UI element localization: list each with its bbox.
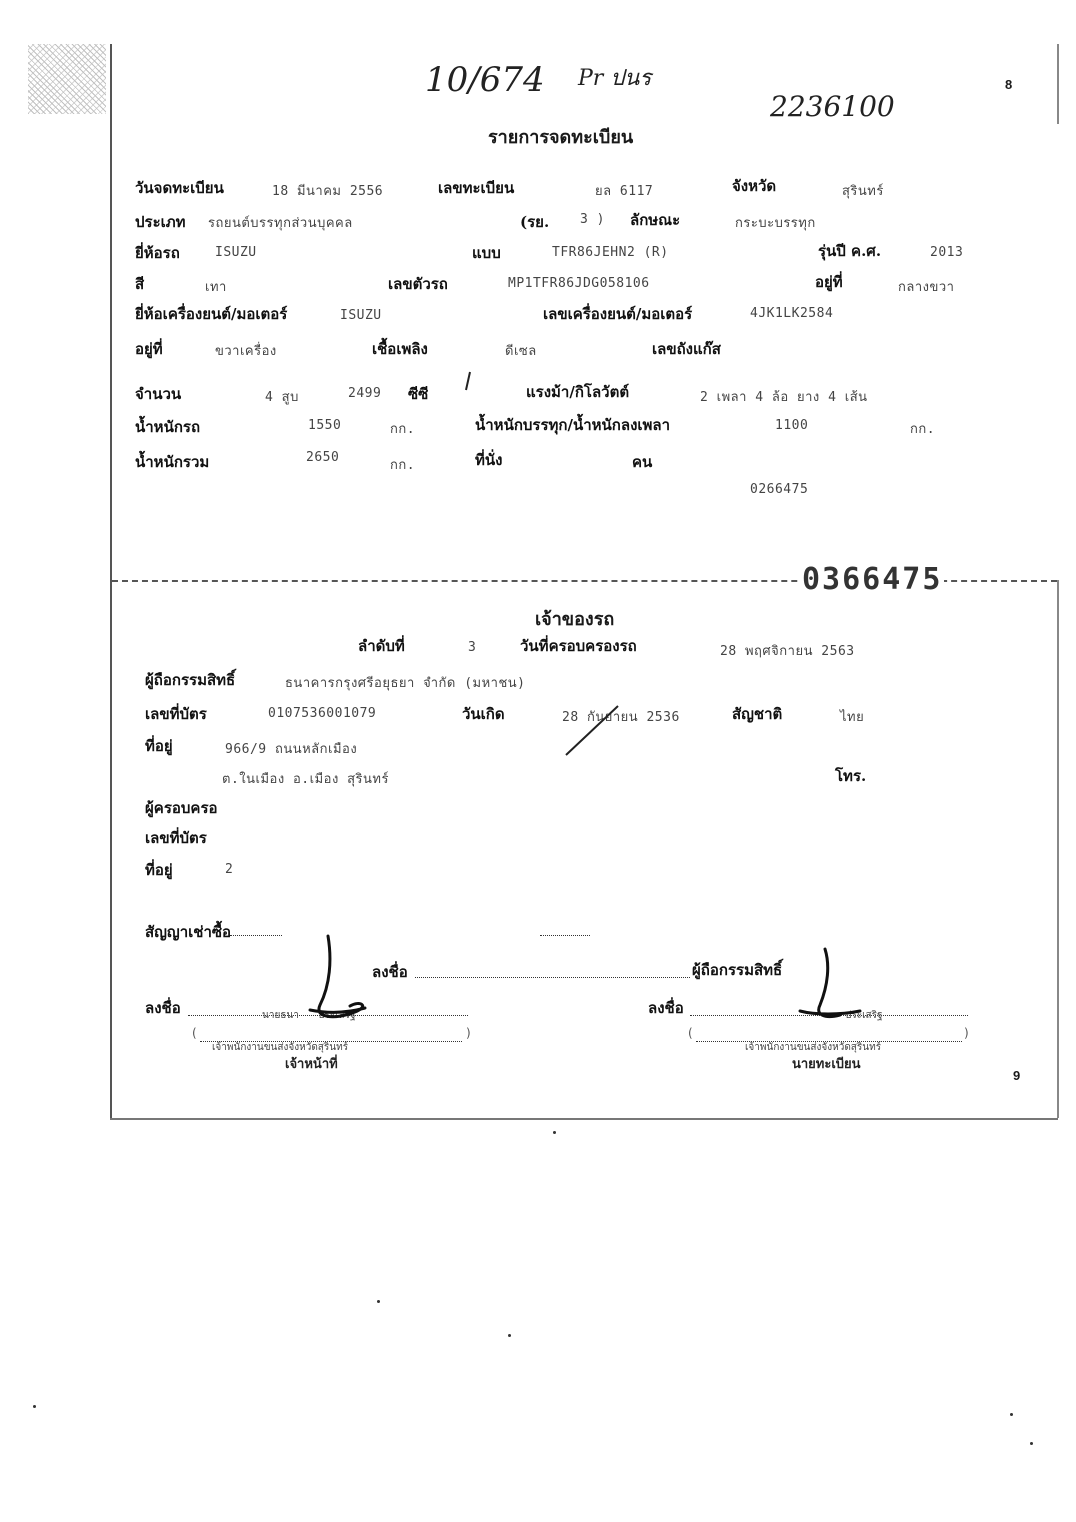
vin-label: เลขตัวรถ (388, 275, 448, 293)
right-paren-close: ) (964, 1026, 969, 1040)
page-number-top: 8 (1005, 77, 1013, 92)
engine-brand-value: ISUZU (340, 308, 382, 323)
frame-right-border-top (1057, 44, 1059, 124)
model-value: TFR86JEHN2 (R) (552, 245, 669, 260)
scan-dot (508, 1334, 511, 1337)
card-label: เลขที่บัตร (145, 705, 207, 723)
type-label: ประเภท (135, 213, 186, 231)
right-paren-open: ( (688, 1026, 693, 1040)
load-weight-label: น้ำหนักบรรทุก/น้ำหนักลงเพลา (475, 416, 671, 434)
handwritten-slash (560, 700, 630, 760)
gross-weight-label: น้ำหนักรวม (135, 453, 210, 471)
order-value: 3 (468, 640, 477, 655)
vin-location-label: อยู่ที่ (815, 273, 843, 291)
engine-no-value: 4JK1LK2584 (750, 306, 834, 321)
cc-label: ซีซี (408, 385, 429, 403)
serial-small: 0266475 (750, 482, 809, 497)
lease-dots (230, 934, 282, 936)
engine-no-label: เลขเครื่องยนต์/มอเตอร์ (543, 305, 693, 323)
possessor-label: ผู้ครอบครอ (145, 799, 218, 817)
left-signature-scribble (280, 930, 400, 1030)
nationality-label: สัญชาติ (732, 705, 783, 723)
style-label: ลักษณะ (630, 211, 681, 229)
left-paren-close: ) (466, 1026, 471, 1040)
engine-location-value: ขวาเครื่อง (215, 344, 277, 359)
order-label: ลำดับที่ (358, 637, 405, 655)
possession-date-value: 28 พฤศจิกายน 2563 (720, 644, 855, 659)
cc-value: 2499 (348, 386, 382, 401)
scan-dot (33, 1405, 36, 1408)
ry-value: 3 ) (580, 212, 605, 227)
model-label: แบบ (472, 244, 501, 262)
possessor-address-label: ที่อยู่ (145, 861, 173, 879)
hp-label: แรงม้า/กิโลวัตต์ (526, 383, 630, 401)
color-value: เทา (205, 280, 227, 295)
left-signer-name2: ประเสริฐ (318, 1010, 356, 1021)
page-number-bottom: 9 (1013, 1068, 1021, 1083)
holder-label: ผู้ถือกรรมสิทธิ์ (145, 671, 236, 689)
left-signer-sub: เจ้าพนักงานขนส่งจังหวัดสุรินทร์ (212, 1042, 349, 1053)
lease-dots-2 (540, 934, 590, 936)
address-line2: ต.ในเมือง อ.เมือง สุรินทร์ (222, 772, 389, 787)
form-title: รายการจดทะเบียน (488, 127, 634, 148)
phone-label: โทร. (835, 767, 867, 785)
scan-dot (1010, 1413, 1013, 1416)
handwritten-note: Pr ปนร (578, 66, 652, 91)
vin-value: MP1TFR86JDG058106 (508, 276, 650, 291)
frame-bottom-border (110, 1118, 1058, 1120)
gas-tank-label: เลขถังแก๊ส (652, 340, 721, 358)
serial-large: 0366475 (802, 562, 943, 597)
card-value: 0107536001079 (268, 706, 377, 721)
year-label: รุ่นปี ค.ศ. (818, 242, 882, 260)
seats-unit: คน (632, 453, 653, 471)
handwritten-number: 2236100 (770, 90, 895, 123)
scan-dot (553, 1131, 556, 1134)
nationality-value: ไทย (840, 710, 865, 725)
left-signer-name: นายธนา (262, 1010, 299, 1021)
engine-location-label: อยู่ที่ (135, 340, 163, 358)
cylinders-label: จำนวน (135, 385, 182, 403)
owner-title: เจ้าของรถ (535, 609, 615, 630)
fuel-label: เชื้อเพลิง (372, 340, 428, 358)
birth-label: วันเกิด (462, 705, 505, 723)
possessor-address-value: 2 (225, 862, 234, 877)
load-weight-unit: กก. (910, 422, 936, 437)
left-paren-open: ( (192, 1026, 197, 1040)
color-label: สี (135, 275, 145, 293)
right-signer-role: นายทะเบียน (792, 1057, 861, 1072)
vehicle-weight-value: 1550 (308, 418, 342, 433)
scan-dot (377, 1300, 380, 1303)
brand-value: ISUZU (215, 245, 257, 260)
province-value: สุรินทร์ (842, 184, 884, 199)
birth-value: 28 กันยายน 2536 (562, 710, 680, 725)
right-sign-label: ลงชื่อ (648, 999, 684, 1017)
plate-value: ยล 6117 (595, 184, 654, 199)
holder-sign-line (415, 976, 690, 978)
scan-dot (1030, 1442, 1033, 1445)
left-signer-role: เจ้าหน้าที่ (285, 1057, 338, 1072)
plate-label: เลขทะเบียน (438, 179, 515, 197)
possessor-card-label: เลขที่บัตร (145, 829, 207, 847)
vin-location-value: กลางขวา (898, 280, 955, 295)
province-label: จังหวัด (732, 177, 777, 195)
year-value: 2013 (930, 245, 964, 260)
holder-role: ผู้ถือกรรมสิทธิ์ (692, 961, 783, 979)
handwritten-tick (460, 370, 480, 394)
vehicle-weight-unit: กก. (390, 422, 416, 437)
hp-value: 2 เพลา 4 ล้อ ยาง 4 เส้น (700, 390, 868, 405)
cylinders-value: 4 สูบ (265, 390, 299, 405)
type-value: รถยนต์บรรทุกส่วนบุคคล (208, 216, 353, 231)
seats-label: ที่นั่ง (475, 451, 503, 469)
brand-label: ยี่ห้อรถ (135, 244, 180, 262)
reg-date-label: วันจดทะเบียน (135, 179, 224, 197)
scan-speckle (28, 44, 106, 114)
style-value: กระบะบรรทุก (735, 216, 816, 231)
engine-brand-label: ยี่ห้อเครื่องยนต์/มอเตอร์ (135, 305, 288, 323)
right-signature-scribble (770, 945, 880, 1035)
right-signer-sub: เจ้าพนักงานขนส่งจังหวัดสุรินทร์ (745, 1042, 882, 1053)
frame-right-border (1057, 580, 1059, 1118)
right-signer-name: ประเสริฐ (845, 1010, 883, 1021)
handwritten-ref: 10/674 (425, 60, 545, 100)
ry-label: (รย. (520, 213, 550, 231)
left-sign-label: ลงชื่อ (145, 999, 181, 1017)
fuel-value: ดีเซล (505, 344, 537, 359)
holder-value: ธนาคารกรุงศรีอยุธยา จำกัด (มหาชน) (285, 676, 526, 691)
gross-weight-unit: กก. (390, 458, 416, 473)
reg-date-value: 18 มีนาคม 2556 (272, 184, 384, 199)
gross-weight-value: 2650 (306, 450, 340, 465)
lease-label: สัญญาเช่าซื้อ (145, 923, 232, 941)
vehicle-weight-label: น้ำหนักรถ (135, 418, 201, 436)
holder-sign-label: ลงชื่อ (372, 963, 408, 981)
load-weight-value: 1100 (775, 418, 809, 433)
possession-date-label: วันที่ครอบครองรถ (520, 637, 637, 655)
address-line1: 966/9 ถนนหลักเมือง (225, 742, 358, 757)
address-label: ที่อยู่ (145, 737, 173, 755)
